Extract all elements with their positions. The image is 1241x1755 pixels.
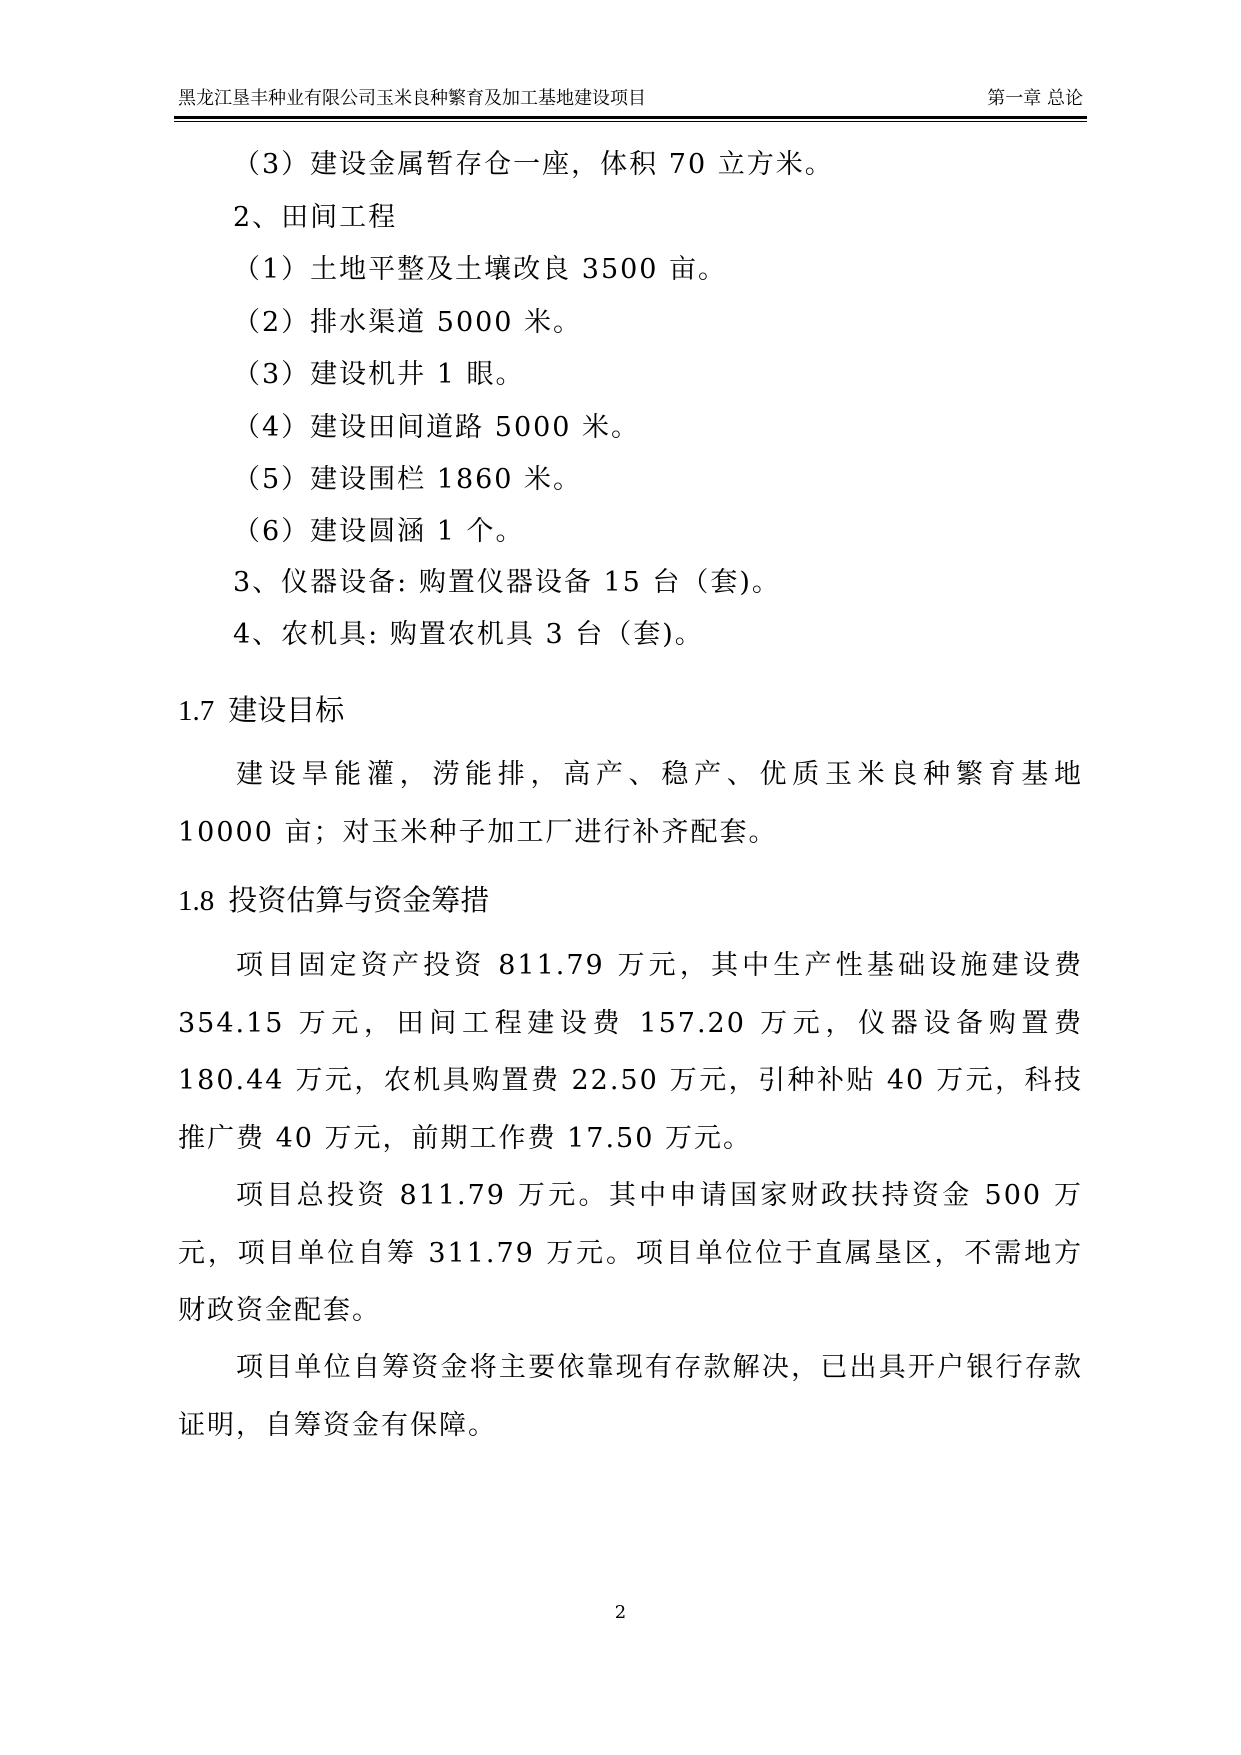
paragraph-total-investment: 项目总投资 811.79 万元。其中申请国家财政扶持资金 500 万元，项目单位自筹 311.79 万元。项目单位位于直属垦区，不需地方财政资金配套。	[178, 1180, 1083, 1326]
list-item: （3）建设金属暂存仓一座，体积 70 立方米。	[233, 149, 834, 180]
section-number: 1.7	[178, 695, 215, 727]
list-item: 4、农机具: 购置农机具 3 台（套)。	[233, 619, 704, 650]
list-item: 2、田间工程	[233, 202, 398, 233]
paragraph-construction-goal: 建设旱能灌，涝能排，高产、稳产、优质玉米良种繁育基地 10000 亩；对玉米种子加工厂进行补齐配套。	[178, 759, 1083, 848]
list-item: （2）排水渠道 5000 米。	[233, 307, 583, 338]
list-item: （6）建设圆涵 1 个。	[233, 516, 525, 547]
section-heading-1-8	[178, 880, 489, 921]
list-item: 3、仪器设备: 购置仪器设备 15 台（套)。	[233, 567, 781, 598]
section-title: 投资估算与资金筹措	[228, 883, 490, 917]
page-number: 2	[614, 1602, 627, 1623]
section-number: 1.8	[178, 885, 215, 917]
page-header	[178, 84, 1083, 114]
list-item: （3）建设机井 1 眼。	[233, 359, 525, 390]
header-rule-thin	[174, 121, 1087, 122]
list-item: （5）建设围栏 1860 米。	[233, 464, 583, 495]
section-title: 建设目标	[228, 693, 345, 727]
paragraph-self-funding: 项目单位自筹资金将主要依靠现有存款解决，已出具开户银行存款证明，自筹资金有保障。	[178, 1352, 1083, 1441]
list-item: （1）土地平整及土壤改良 3500 亩。	[233, 254, 728, 285]
section-heading-1-7	[178, 690, 344, 731]
header-rule-thick	[174, 116, 1087, 119]
paragraph-fixed-investment: 项目固定资产投资 811.79 万元，其中生产性基础设施建设费 354.15 万元，田间工程建设费 157.20 万元，仪器设备购置费 180.44 万元，农机具购置费 22.50 万元，引种补贴 40 万元，科技推广费 40 万元，前期工作费 17.50 万元。	[178, 950, 1083, 1154]
header-chapter-title: 第一章 总论	[987, 88, 1083, 109]
list-item: （4）建设田间道路 5000 米。	[233, 412, 641, 443]
header-project-title: 黑龙江垦丰种业有限公司玉米良种繁育及加工基地建设项目	[178, 88, 646, 109]
